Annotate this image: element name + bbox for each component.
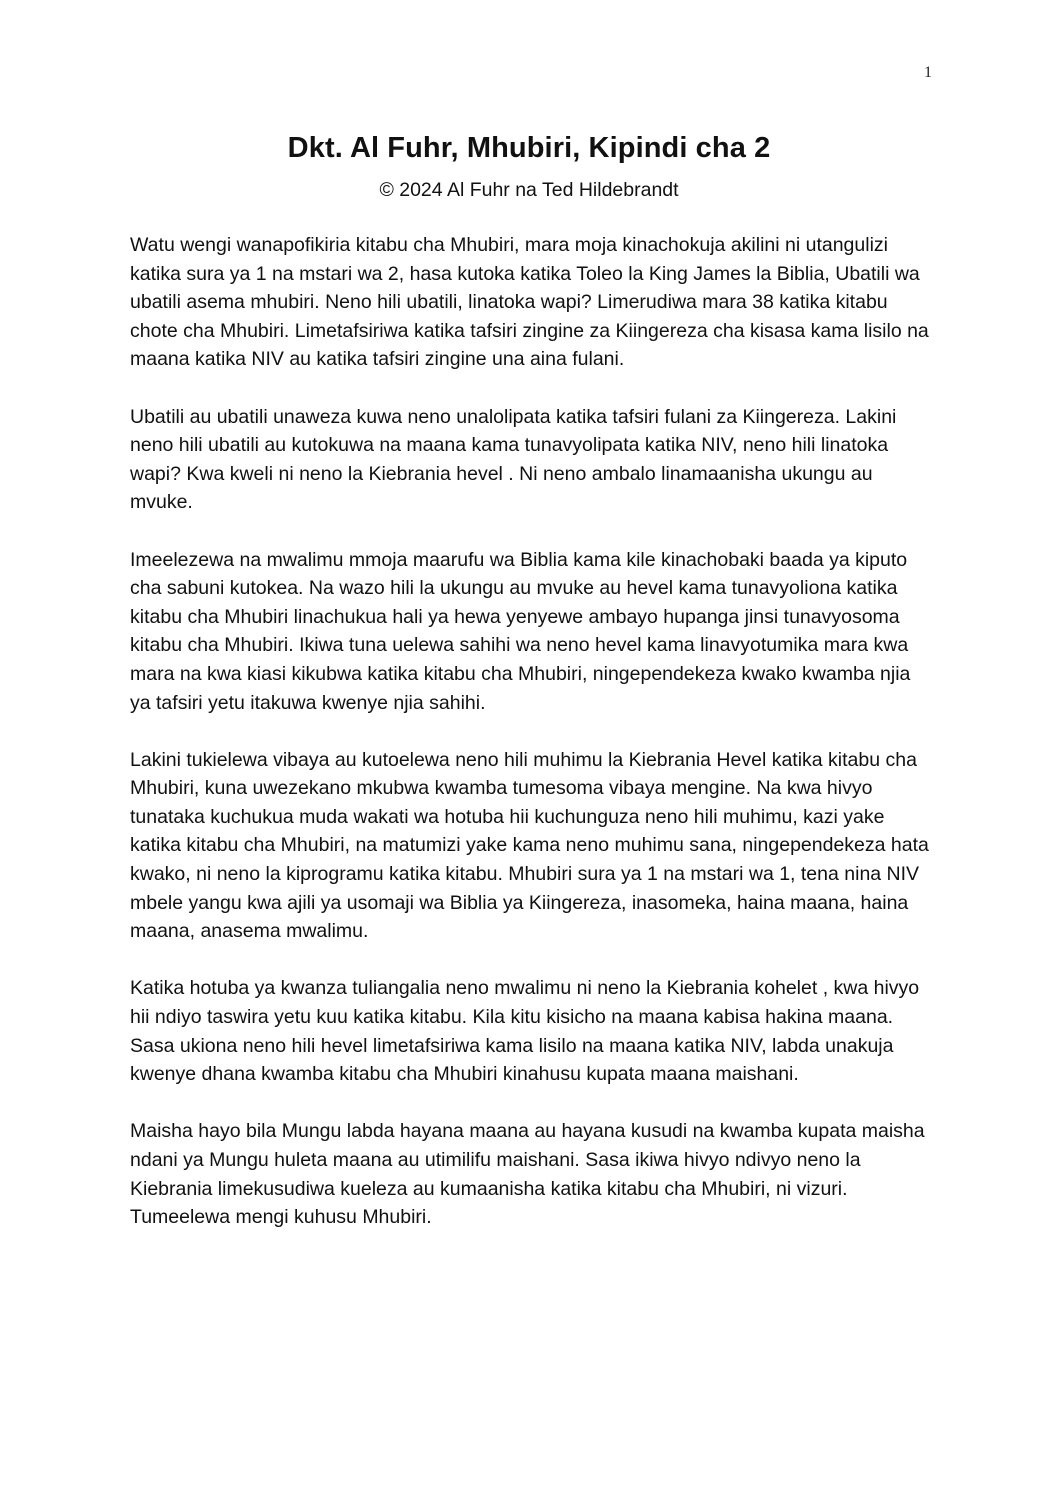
document-body bbox=[130, 231, 930, 1260]
paragraph: Katika hotuba ya kwanza tuliangalia neno mwalimu ni neno la Kiebrania kohelet , kwa hivyo hii ndiyo taswira yetu kuu katika kitabu. Kila kitu kisicho na maana kabisa hakina maana. Sasa ukiona neno hili hevel limetafsiriwa kama lisilo na maana katika NIV, labda unakuja kwenye dhana kwamba kitabu cha Mhubiri kinahusu kupata maana maishani. bbox=[130, 977, 920, 1086]
page-number: 1 bbox=[924, 64, 932, 81]
paragraph: Lakini tukielewa vibaya au kutoelewa neno hili muhimu la Kiebrania Hevel katika kitabu cha Mhubiri, kuna uwezekano mkubwa kwamba tumesoma vibaya mengine. Na kwa hivyo tunataka kuchukua muda wakati wa hotuba hii kuchunguza neno hili muhimu, kazi yake katika kitabu cha Mhubiri, na matumizi yake kama neno muhimu sana, ningependekeza hata kwako, ni neno la kiprogramu katika kitabu. Mhubiri sura ya 1 na mstari wa 1, tena nina NIV mbele yangu kwa ajili ya usomaji wa Biblia ya Kiingereza, inasomeka, haina maana, haina maana, anasema mwalimu. bbox=[130, 748, 929, 943]
paragraph: Watu wengi wanapofikiria kitabu cha Mhubiri, mara moja kinachokuja akilini ni utangulizi katika sura ya 1 na mstari wa 2, hasa kutoka katika Toleo la King James la Biblia, Ubatili wa ubatili asema mhubiri. Neno hili ubatili, linatoka wapi? Limerudiwa mara 38 katika kitabu chote cha Mhubiri. Limetafsiriwa katika tafsiri zingine za Kiingereza cha kisasa kama lisilo na maana katika NIV au katika tafsiri zingine una aina fulani. bbox=[130, 234, 929, 371]
document-title: Dkt. Al Fuhr, Mhubiri, Kipindi cha 2 bbox=[287, 132, 771, 164]
paragraph: Imeelezewa na mwalimu mmoja maarufu wa Biblia kama kile kinachobaki baada ya kiputo cha sabuni kutokea. Na wazo hili la ukungu au mvuke au hevel kama tunavyoliona katika kitabu cha Mhubiri linachukua hali ya hewa yenyewe ambayo hupanga jinsi tunavyosoma kitabu cha Mhubiri. Ikiwa tuna uelewa sahihi wa neno hevel kama linavyotumika mara kwa mara na kwa kiasi kikubwa katika kitabu cha Mhubiri, ningependekeza kwako kwamba njia ya tafsiri yetu itakuwa kwenye njia sahihi. bbox=[130, 548, 911, 714]
paragraph: Maisha hayo bila Mungu labda hayana maana au hayana kusudi na kwamba kupata maisha ndani ya Mungu huleta maana au utimilifu maishani. Sasa ikiwa hivyo ndivyo neno la Kiebrania limekusudiwa kueleza au kumaanisha katika kitabu cha Mhubiri, ni vizuri. Tumeelewa mengi kuhusu Mhubiri. bbox=[130, 1120, 925, 1229]
paragraph: Ubatili au ubatili unaweza kuwa neno unalolipata katika tafsiri fulani za Kiingereza. Lakini neno hili ubatili au kutokuwa na maana kama tunavyolipata katika NIV, neno hili linatoka wapi? Kwa kweli ni neno la Kiebrania hevel . Ni neno ambalo linamaanisha ukungu au mvuke. bbox=[130, 405, 897, 514]
copyright-line: © 2024 Al Fuhr na Ted Hildebrandt bbox=[379, 179, 679, 201]
